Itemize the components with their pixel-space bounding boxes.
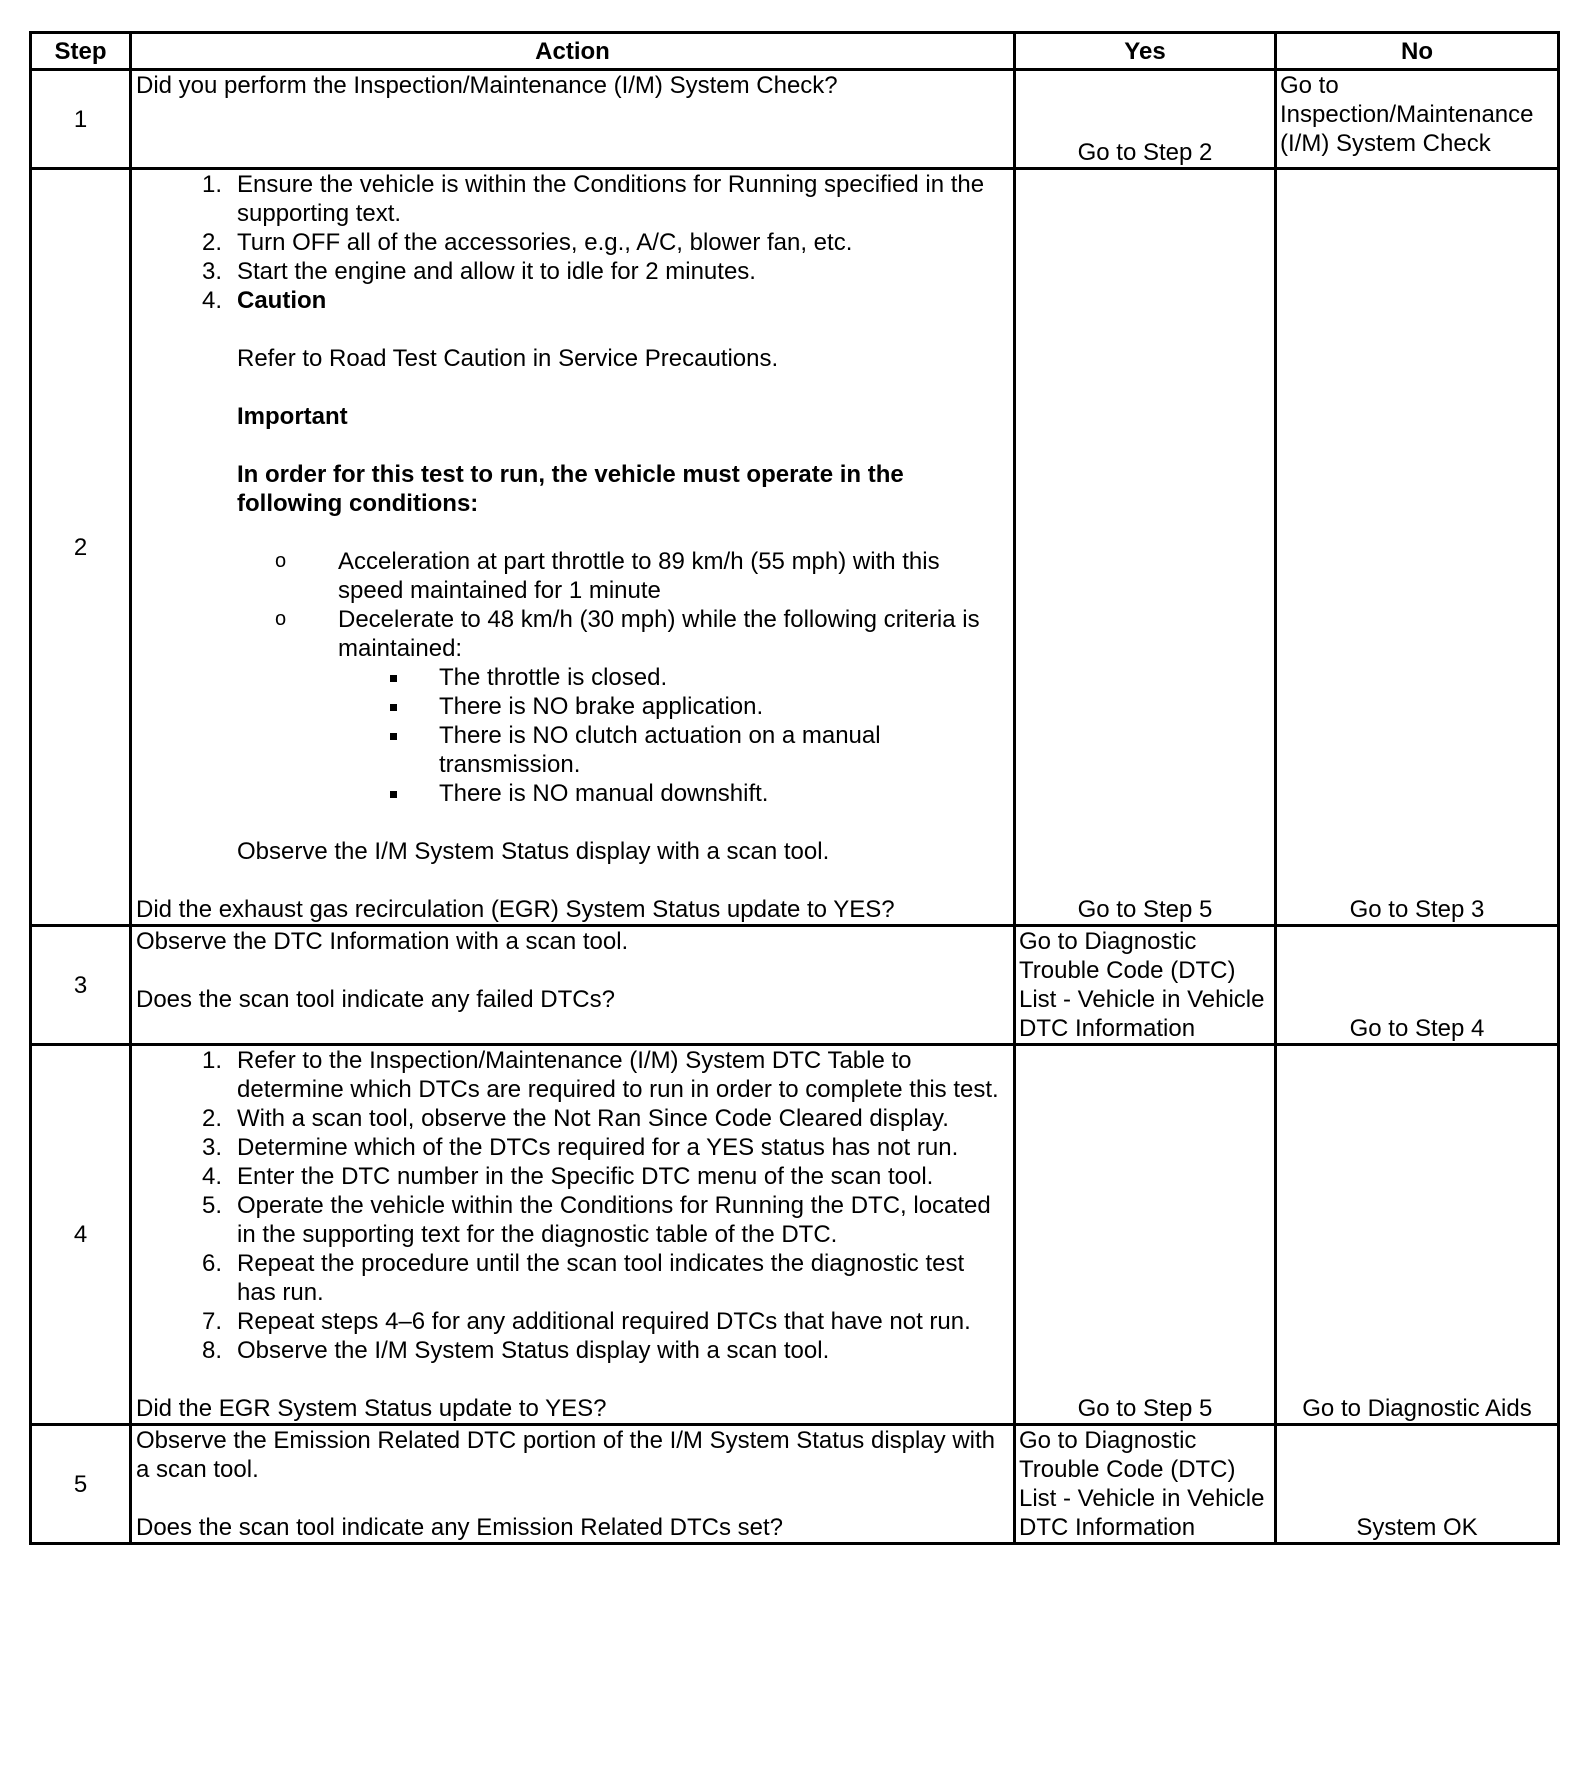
- diagnostic-table: [29, 31, 1560, 1545]
- criteria-list: [136, 663, 1009, 808]
- important-text: In order for this test to run, the vehicle must operate in the following conditions:: [237, 461, 904, 517]
- header-action: Action: [131, 33, 1015, 70]
- header-row: [31, 33, 1559, 70]
- list-item: There is NO brake application.: [338, 692, 1009, 721]
- list-item: 1. Ensure the vehicle is within the Conditions for Running specified in the supporting text.: [201, 171, 985, 227]
- caution-label: Caution: [237, 287, 327, 314]
- question: Did the EGR System Status update to YES?: [136, 1395, 607, 1422]
- list-item: There is NO clutch actuation on a manual transmission.: [338, 721, 1009, 779]
- list-item: 4. Enter the DTC number in the Specific DTC menu of the scan tool.: [201, 1163, 934, 1190]
- no-cell: Go to Diagnostic Aids: [1276, 1045, 1559, 1425]
- no-cell: System OK: [1276, 1425, 1559, 1544]
- list-item: 4. Caution: [201, 287, 327, 314]
- no-cell: Go to Inspection/Maintenance (I/M) System Check: [1276, 70, 1559, 169]
- conditions-list: [136, 547, 1009, 663]
- question: Does the scan tool indicate any Emission Related DTCs set?: [136, 1514, 783, 1541]
- question: Did you perform the Inspection/Maintenance (I/M) System Check?: [136, 72, 838, 99]
- action-list: [136, 170, 1009, 315]
- step-number: 2: [31, 169, 131, 926]
- step-number: 5: [31, 1425, 131, 1544]
- action-cell: [131, 1425, 1015, 1544]
- yes-cell: Go to Step 2: [1015, 70, 1276, 169]
- list-item: 7. Repeat steps 4–6 for any additional required DTCs that have not run.: [201, 1308, 971, 1335]
- instruction: Observe the DTC Information with a scan tool.: [136, 928, 629, 955]
- caution-text: Refer to Road Test Caution in Service Precautions.: [237, 345, 779, 372]
- action-list: [136, 1046, 1009, 1365]
- list-item: o Decelerate to 48 km/h (30 mph) while the following criteria is maintained:: [275, 606, 980, 662]
- action-cell: [131, 1045, 1015, 1425]
- no-cell: Go to Step 3: [1276, 169, 1559, 926]
- step-row-1: [31, 70, 1559, 169]
- yes-cell: Go to Step 5: [1015, 1045, 1276, 1425]
- instruction: Observe the Emission Related DTC portion of the I/M System Status display with a scan tool.: [136, 1427, 996, 1483]
- yes-cell: Go to Step 5: [1015, 169, 1276, 926]
- step-row-2: [31, 169, 1559, 926]
- list-item: 8. Observe the I/M System Status display with a scan tool.: [201, 1337, 830, 1364]
- step-number: 3: [31, 926, 131, 1045]
- step-number: 4: [31, 1045, 131, 1425]
- action-cell: [131, 926, 1015, 1045]
- header-yes: Yes: [1015, 33, 1276, 70]
- observe-text: Observe the I/M System Status display with a scan tool.: [237, 838, 830, 865]
- list-item: o Acceleration at part throttle to 89 km/h (55 mph) with this speed maintained for 1 minute: [275, 548, 940, 604]
- list-item: 1. Refer to the Inspection/Maintenance (I/M) System DTC Table to determine which DTCs are required to run in order to complete this test.: [201, 1047, 999, 1103]
- list-item: The throttle is closed.: [338, 663, 1009, 692]
- step-number: 1: [31, 70, 131, 169]
- header-step: Step: [31, 33, 131, 70]
- yes-cell: Go to Diagnostic Trouble Code (DTC) List - Vehicle in Vehicle DTC Information: [1015, 1425, 1276, 1544]
- list-item: 5. Operate the vehicle within the Conditions for Running the DTC, located in the supporting text for the diagnostic table of the DTC.: [201, 1192, 991, 1248]
- list-item: 3. Start the engine and allow it to idle for 2 minutes.: [201, 258, 756, 285]
- question: Did the exhaust gas recirculation (EGR) System Status update to YES?: [136, 896, 895, 923]
- step-row-4: [31, 1045, 1559, 1425]
- list-item: 6. Repeat the procedure until the scan tool indicates the diagnostic test has run.: [201, 1250, 965, 1306]
- yes-cell: Go to Diagnostic Trouble Code (DTC) List - Vehicle in Vehicle DTC Information: [1015, 926, 1276, 1045]
- list-item: 3. Determine which of the DTCs required for a YES status has not run.: [201, 1134, 959, 1161]
- action-cell: [131, 169, 1015, 926]
- important-label: Important: [237, 403, 348, 430]
- step-row-5: [31, 1425, 1559, 1544]
- no-cell: Go to Step 4: [1276, 926, 1559, 1045]
- question: Does the scan tool indicate any failed DTCs?: [136, 986, 615, 1013]
- list-item: 2. With a scan tool, observe the Not Ran Since Code Cleared display.: [201, 1105, 949, 1132]
- list-item: There is NO manual downshift.: [338, 779, 1009, 808]
- header-no: No: [1276, 33, 1559, 70]
- step-row-3: [31, 926, 1559, 1045]
- list-item: 2. Turn OFF all of the accessories, e.g., A/C, blower fan, etc.: [201, 229, 853, 256]
- action-cell: [131, 70, 1015, 169]
